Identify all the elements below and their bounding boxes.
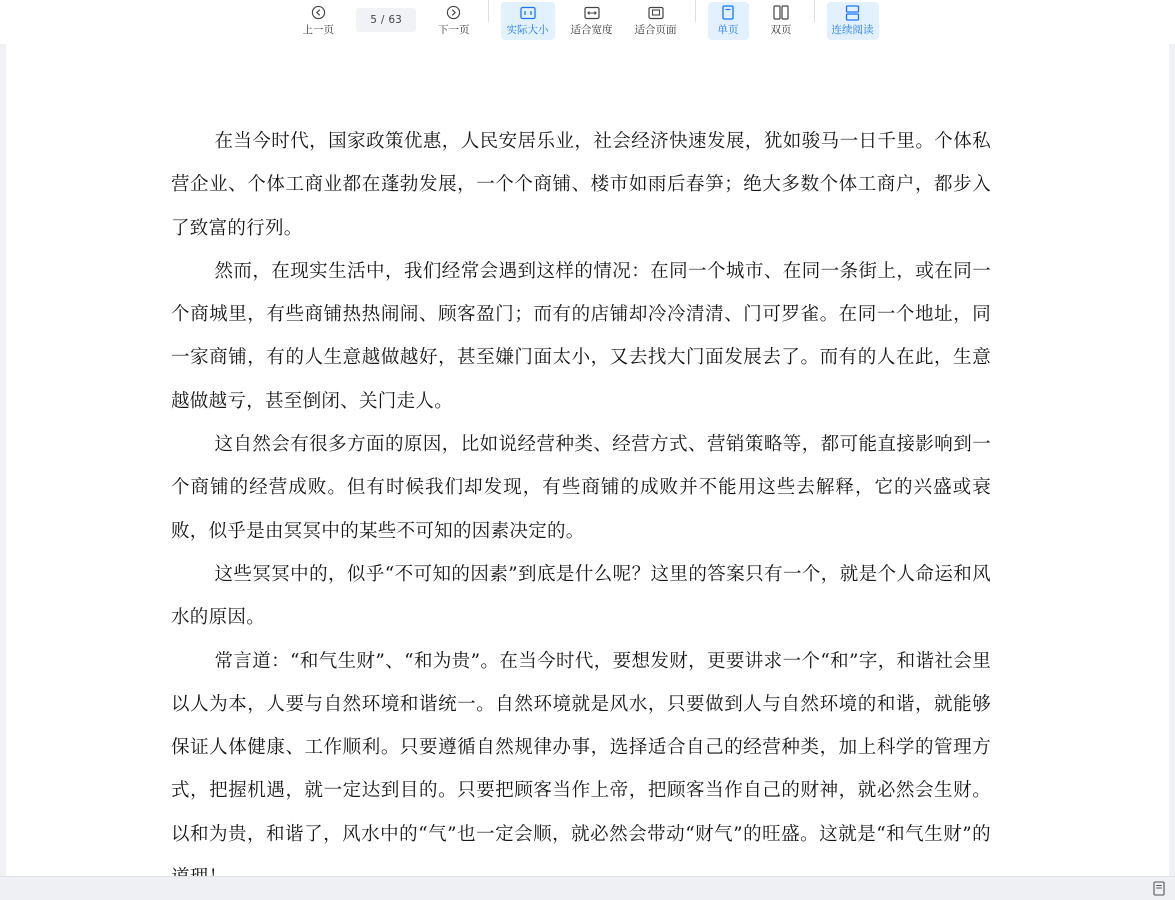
page-indicator[interactable] — [356, 8, 416, 32]
navigation-group — [297, 0, 476, 40]
toolbar-divider — [814, 0, 815, 22]
paragraph: 这自然会有很多方面的原因，比如说经营种类、经营方式、营销策略等，都可能直接影响到一个商铺的经营成败。但有时候我们却发现，有些商铺的成败并不能用这些去解释，它的兴盛或衰败，似乎是由冥冥中的某些不可知的因素决定的。 — [171, 434, 991, 542]
actual-size-button[interactable] — [501, 2, 555, 40]
single-page-icon — [720, 5, 736, 21]
layout-group — [708, 0, 802, 40]
double-page-label: 双页 — [770, 23, 792, 36]
toolbar-divider — [695, 0, 696, 22]
prev-page-button[interactable] — [297, 2, 341, 40]
page-thumbnail-icon[interactable] — [1153, 881, 1167, 896]
chevron-right-circle-icon — [446, 5, 462, 21]
current-page-input[interactable]: 5 — [370, 14, 377, 26]
document-page — [6, 44, 1169, 876]
continuous-reading-label: 连续阅读 — [831, 23, 874, 36]
next-page-label: 下一页 — [438, 23, 470, 36]
double-page-icon — [773, 5, 789, 21]
document-viewport[interactable] — [0, 44, 1175, 876]
fit-width-icon — [584, 5, 600, 21]
page-text — [171, 120, 991, 899]
total-pages: 63 — [388, 14, 402, 26]
next-page-button[interactable] — [432, 2, 476, 40]
paragraph: 常言道：“和气生财”、“和为贵”。在当今时代，要想发财，更要讲求一个“和”字，和谐社会里以人为本，人要与自然环境和谐统一。自然环境就是风水，只要做到人与自然环境的和谐，就能够保证人体健康、工作顺利。只要遵循自然规律办事，选择适合自己的经营种类，加上科学的管理方式，把握机遇，就一定达到目的。只要把顾客当作上帝，把顾客当作自己的财神，就必然会生财。以和为贵，和谐了，风水中的“气”也一定会顺，就必然会带动“财气”的旺盛。这就是“和气生财”的 — [171, 650, 991, 845]
viewer-toolbar — [0, 0, 1175, 44]
toolbar-divider — [488, 0, 489, 22]
fit-width-button[interactable] — [565, 2, 619, 40]
single-page-button[interactable] — [708, 2, 749, 40]
prev-page-label: 上一页 — [302, 23, 334, 36]
actual-size-icon — [520, 5, 536, 21]
single-page-label: 单页 — [717, 23, 739, 36]
fit-page-icon — [648, 5, 664, 21]
fit-page-button[interactable] — [629, 2, 683, 40]
double-page-button[interactable] — [761, 2, 802, 40]
continuous-reading-icon — [845, 5, 861, 21]
continuous-reading-button[interactable] — [827, 2, 879, 40]
zoom-group — [501, 0, 683, 40]
vertical-scrollbar[interactable] — [1169, 44, 1175, 876]
status-bar — [0, 876, 1175, 900]
fit-width-label: 适合宽度 — [570, 23, 613, 36]
paragraph: 然而，在现实生活中，我们经常会遇到这样的情况：在同一个城市、在同一条街上，或在同一个商城里，有些商铺热热闹闹、顾客盈门；而有的店铺却冷冷清清、门可罗雀。在同一个地址，同一家商铺，有的人生意越做越好，甚至嫌门面太小，又去找大门面发展去了。而有的人在此，生意越做越亏，甚至倒闭、关门走人。 — [171, 260, 991, 412]
paragraph: 在当今时代，国家政策优惠，人民安居乐业，社会经济快速发展，犹如骏马一日千里。个体私营企业、个体工商业都在蓬勃发展，一个个商铺、楼市如雨后春笋；绝大多数个体工商户，都步入了致富的行列。 — [171, 131, 991, 239]
page-separator: / — [380, 14, 385, 26]
chevron-left-circle-icon — [310, 5, 326, 21]
reading-mode-group — [827, 0, 879, 40]
actual-size-label: 实际大小 — [506, 23, 549, 36]
fit-page-label: 适合页面 — [634, 23, 677, 36]
paragraph: 这些冥冥中的，似乎“不可知的因素”到底是什么呢？这里的答案只有一个，就是个人命运和风水的原因。 — [171, 563, 991, 629]
